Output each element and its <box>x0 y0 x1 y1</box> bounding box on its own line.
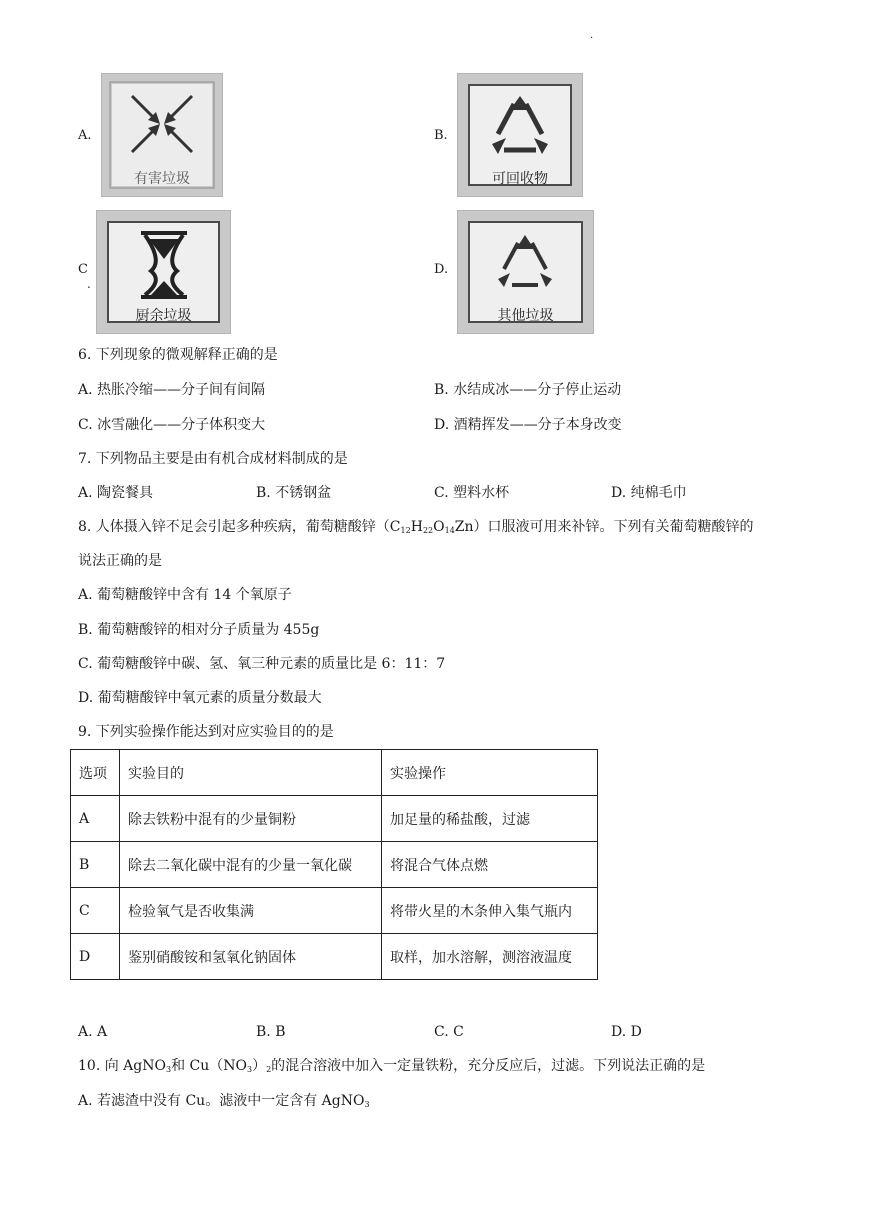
sign-c-dot: . <box>87 277 91 291</box>
table-cell: D <box>71 934 120 980</box>
table-row <box>71 934 598 980</box>
sign-caption-a: 有害垃圾 <box>134 171 190 187</box>
question-8-stem-line2: 说法正确的是 <box>78 553 162 569</box>
q8-option-a: A. 葡萄糖酸锌中含有 14 个氧原子 <box>78 587 292 603</box>
table-cell: B <box>71 842 120 888</box>
recyclable-sign <box>457 73 583 197</box>
table-row <box>71 842 598 888</box>
question-8-stem: 8. 人体摄入锌不足会引起多种疾病，葡萄糖酸锌$(C_{12}H_{22}O_{14}Zn)$口服液可用来补锌。下列有关葡萄糖酸锌的 <box>78 519 754 535</box>
q8-option-d: D. 葡萄糖酸锌中氧元素的质量分数最大 <box>78 690 322 706</box>
question-9-stem: 9. 下列实验操作能达到对应实验目的的是 <box>78 724 334 740</box>
table-header-row <box>71 750 598 796</box>
option-label-c: C <box>78 262 88 277</box>
kitchen-waste-sign <box>96 210 231 334</box>
question-7-stem: 7. 下列物品主要是由有机合成材料制成的是 <box>78 451 348 467</box>
q6-option-a: A. 热胀冷缩——分子间有间隔 <box>78 382 266 398</box>
table-header-cell: 选项 <box>71 750 120 796</box>
experiment-table <box>70 749 598 980</box>
table-cell: 除去铁粉中混有的少量铜粉 <box>120 796 382 842</box>
q9-option-d: D. D <box>611 1024 642 1040</box>
q10-option-a: A. 若滤渣中没有 Cu。滤液中一定含有 AgNO$_3$ <box>78 1093 370 1109</box>
q6-option-d: D. 酒精挥发——分子本身改变 <box>434 417 622 433</box>
page-dot: . <box>590 30 594 41</box>
q7-option-d: D. 纯棉毛巾 <box>611 485 687 501</box>
question-10-stem: 10. 向 AgNO$_3$和 $Cu(NO_3)_2$的混合溶液中加入一定量铁粉，充分反应后，过滤。下列说法正确的是 <box>78 1058 706 1074</box>
table-cell: 除去二氧化碳中混有的少量一氧化碳 <box>120 842 382 888</box>
option-label-a: A. <box>78 128 92 143</box>
sign-caption-c: 厨余垃圾 <box>135 308 192 324</box>
table-row <box>71 888 598 934</box>
harmful-waste-sign <box>101 73 223 197</box>
table-cell: 鉴别硝酸铵和氢氧化钠固体 <box>120 934 382 980</box>
q6-option-b: B. 水结成冰——分子停止运动 <box>434 382 622 398</box>
table-cell: C <box>71 888 120 934</box>
option-label-d: D. <box>434 262 449 277</box>
q9-option-b: B. B <box>256 1024 286 1040</box>
table-cell: A <box>71 796 120 842</box>
q7-option-c: C. 塑料水杯 <box>434 485 510 501</box>
table-row <box>71 796 598 842</box>
other-waste-sign <box>457 210 594 334</box>
table-cell: 取样，加水溶解，测溶液温度 <box>382 934 598 980</box>
table-cell: 检验氧气是否收集满 <box>120 888 382 934</box>
question-6-stem: 6. 下列现象的微观解释正确的是 <box>78 347 278 363</box>
q6-option-c: C. 冰雪融化——分子体积变大 <box>78 417 266 433</box>
table-cell: 将带火星的木条伸入集气瓶内 <box>382 888 598 934</box>
table-header-cell: 实验操作 <box>382 750 598 796</box>
table-cell: 加足量的稀盐酸，过滤 <box>382 796 598 842</box>
q8-option-c: C. 葡萄糖酸锌中碳、氢、氧三种元素的质量比是 6：11：7 <box>78 656 446 672</box>
table-cell: 将混合气体点燃 <box>382 842 598 888</box>
table-header-cell: 实验目的 <box>120 750 382 796</box>
q9-option-a: A. A <box>78 1024 108 1040</box>
sign-caption-d: 其他垃圾 <box>497 308 554 324</box>
q7-option-a: A. 陶瓷餐具 <box>78 485 154 501</box>
q7-option-b: B. 不锈钢盆 <box>256 485 332 501</box>
sign-caption-b: 可回收物 <box>492 171 548 187</box>
q9-option-c: C. C <box>434 1024 464 1040</box>
option-label-b: B. <box>434 128 448 143</box>
q8-option-b: B. 葡萄糖酸锌的相对分子质量为 455g <box>78 622 320 638</box>
